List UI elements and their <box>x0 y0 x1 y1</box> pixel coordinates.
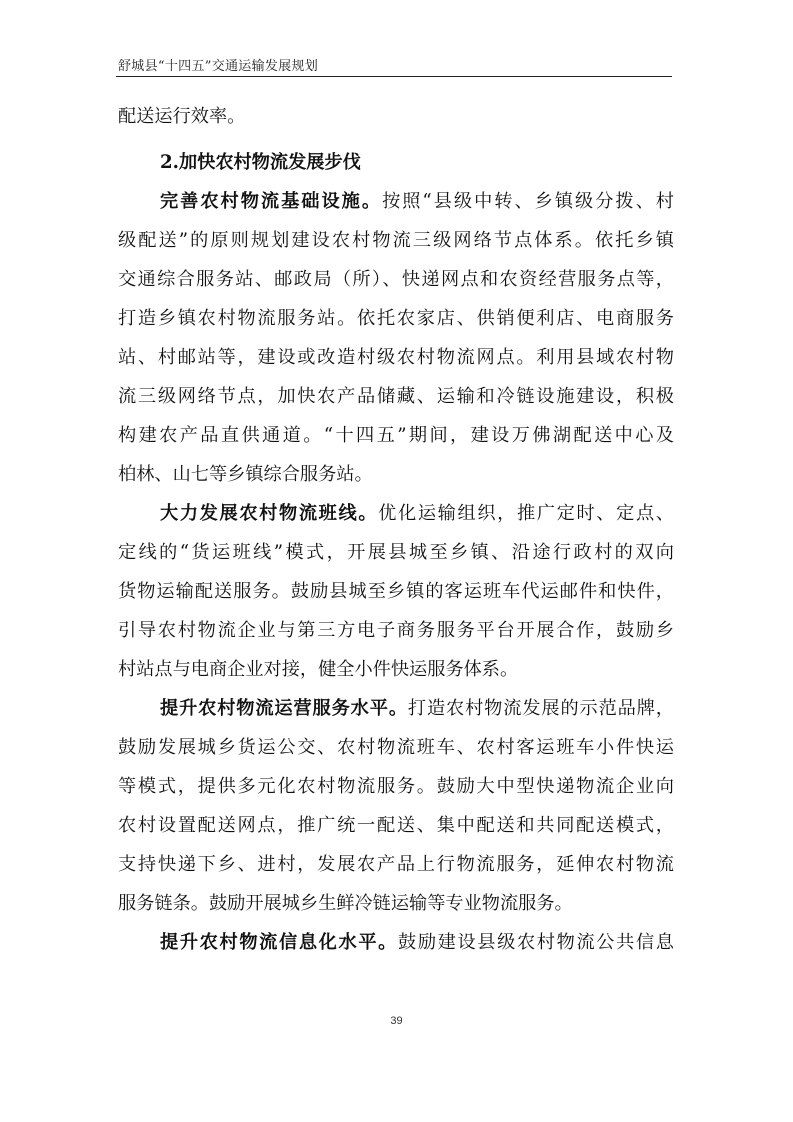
text-line <box>118 266 674 294</box>
text-line <box>118 851 674 879</box>
paragraph-lead: 大力发展农村物流班线。 <box>160 503 379 524</box>
line-text: 鼓励建设县级农村物流公共信息 <box>397 932 674 953</box>
line-text: 构建农产品直供通道。“十四五”期间，建设万佛湖配送中心及 <box>118 425 674 446</box>
line-text: 支持快递下乡、进村，发展农产品上行物流服务，延伸农村物流 <box>118 854 674 875</box>
text-line <box>118 890 674 918</box>
text-line <box>160 500 674 528</box>
text-line <box>118 656 674 684</box>
line-text: 按照“县级中转、乡镇级分拨、村 <box>382 191 674 212</box>
text-line <box>118 344 674 372</box>
line-text: 农村设置配送网点，推广统一配送、集中配送和共同配送模式， <box>118 815 674 836</box>
text-line <box>118 383 674 411</box>
text-line <box>118 461 674 489</box>
text-line <box>118 773 674 801</box>
line-text: 服务链条。鼓励开展城乡生鲜冷链运输等专业物流服务。 <box>118 893 573 914</box>
line-text: 交通综合服务站、邮政局（所）、快递网点和农资经营服务点等， <box>118 269 674 290</box>
line-text: 打造农村物流发展的示范品牌， <box>407 698 674 719</box>
line-text: 打造乡镇农村物流服务站。依托农家店、供销便利店、电商服务 <box>118 308 674 329</box>
paragraph-lead: 提升农村物流信息化水平。 <box>160 932 398 953</box>
text-line <box>160 929 674 957</box>
line-text: 级配送”的原则规划建设农村物流三级网络节点体系。依托乡镇 <box>118 230 674 251</box>
paragraph-lead: 完善农村物流基础设施。 <box>160 191 383 212</box>
header-title: 舒城县“十四五”交通运输发展规划 <box>118 59 319 74</box>
line-text: 站、村邮站等，建设或改造村级农村物流网点。利用县域农村物 <box>118 347 674 368</box>
text-line <box>118 734 674 762</box>
line-text: 鼓励发展城乡货运公交、农村物流班车、农村客运班车小件快运 <box>118 737 674 758</box>
text-line <box>118 227 674 255</box>
header-rule <box>116 76 672 77</box>
text-line <box>118 578 674 606</box>
line-text: 村站点与电商企业对接，健全小件快运服务体系。 <box>118 659 519 680</box>
line-text: 定线的“货运班线”模式，开展县城至乡镇、沿途行政村的双向 <box>118 542 674 563</box>
line-text: 等模式，提供多元化农村物流服务。鼓励大中型快递物流企业向 <box>118 776 674 797</box>
line-text: 流三级网络节点，加快农产品储藏、运输和冷链设施建设，积极 <box>118 386 674 407</box>
text-line <box>118 617 674 645</box>
section-heading <box>160 149 674 177</box>
page-number: 39 <box>390 1015 403 1027</box>
line-text: 配送运行效率。 <box>118 106 246 127</box>
text-line <box>118 103 674 131</box>
text-line <box>118 422 674 450</box>
heading-text: 2.加快农村物流发展步伐 <box>160 152 361 173</box>
line-text: 柏林、山七等乡镇综合服务站。 <box>118 464 373 485</box>
paragraph-lead: 提升农村物流运营服务水平。 <box>160 698 408 719</box>
line-text: 货物运输配送服务。鼓励县城至乡镇的客运班车代运邮件和快件， <box>118 581 674 602</box>
text-line <box>118 305 674 333</box>
text-line <box>160 695 674 723</box>
text-line <box>118 812 674 840</box>
line-text: 优化运输组织，推广定时、定点、 <box>378 503 674 524</box>
line-text: 引导农村物流企业与第三方电子商务服务平台开展合作，鼓励乡 <box>118 620 674 641</box>
text-line <box>118 539 674 567</box>
text-line <box>160 188 674 216</box>
